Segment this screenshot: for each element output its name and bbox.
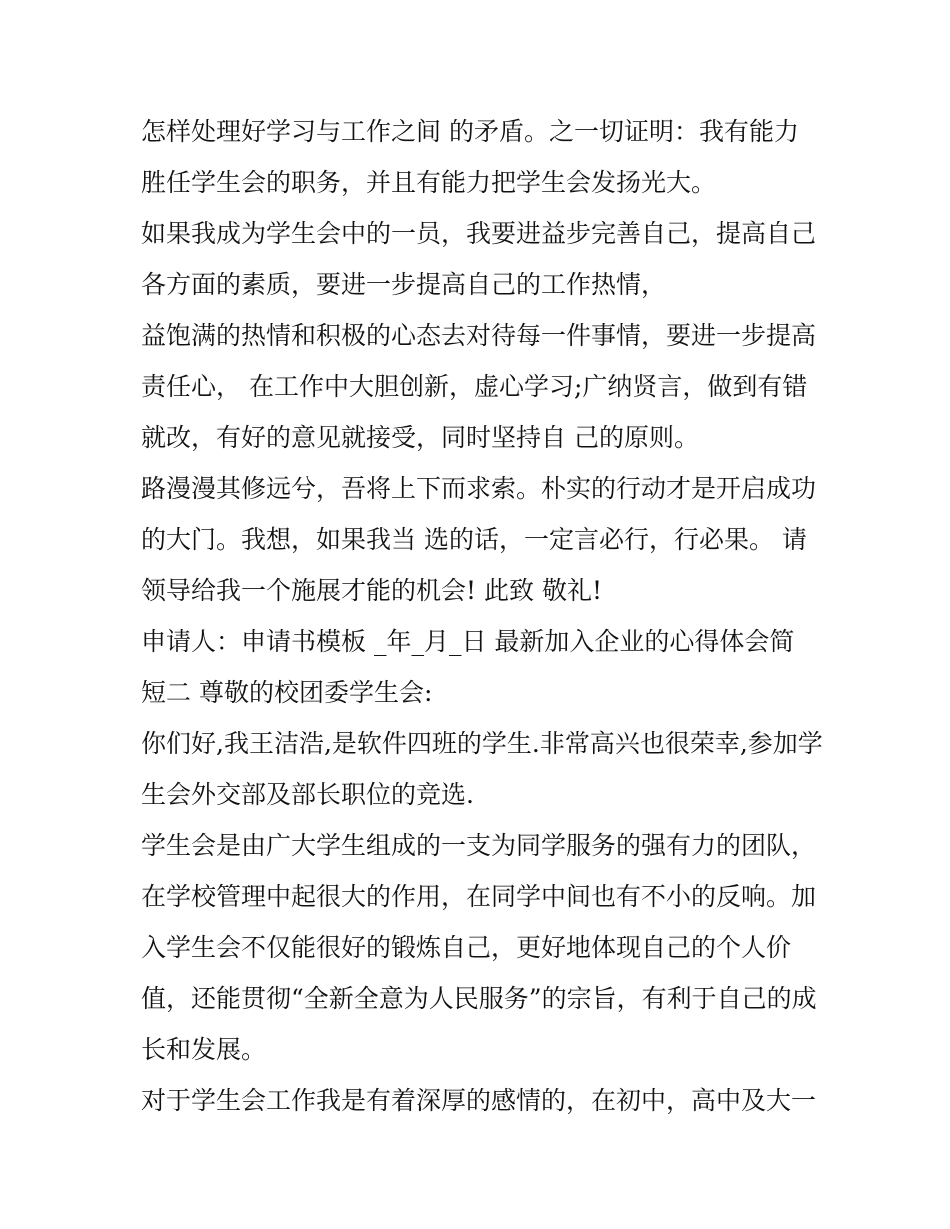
text-line: 入学生会不仅能很好的锻炼自己，更好地体现自己的个人价 bbox=[141, 933, 792, 962]
text-line: 你们好,我王洁浩,是软件四班的学生.非常高兴也很荣幸,参加学 bbox=[141, 729, 823, 758]
text-line: 路漫漫其修远兮，吾将上下而求索。朴实的行动才是开启成功 bbox=[141, 474, 817, 503]
text-line: 对于学生会工作我是有着深厚的感情的，在初中，高中及大一 bbox=[141, 1086, 817, 1115]
text-line: 如果我成为学生会中的一员，我要进益步完善自己，提高自己 bbox=[141, 219, 817, 248]
text-line: 胜任学生会的职务，并且有能力把学生会发扬光大。 bbox=[141, 168, 717, 197]
text-line: 益饱满的热情和积极的心态去对待每一件事情，要进一步提高 bbox=[141, 321, 817, 350]
text-line: 的大门。我想，如果我当 选的话，一定言必行，行必果。 请 bbox=[141, 525, 807, 554]
text-line: 责任心， 在工作中大胆创新，虚心学习;广纳贤言，做到有错 bbox=[141, 372, 808, 401]
text-line: 申请人：申请书模板 _年_月_日 最新加入企业的心得体会简 bbox=[141, 627, 795, 656]
text-line: 领导给我一个施展才能的机会! 此致 敬礼! bbox=[141, 576, 602, 605]
text-line: 就改，有好的意见就接受，同时坚持自 己的原则。 bbox=[141, 423, 699, 452]
text-line: 长和发展。 bbox=[141, 1035, 267, 1064]
text-line: 短二 尊敬的校团委学生会: bbox=[141, 678, 433, 707]
text-line: 生会外交部及部长职位的竞选. bbox=[141, 780, 474, 809]
text-line: 学生会是由广大学生组成的一支为同学服务的强有力的团队， bbox=[141, 831, 817, 860]
text-line: 怎样处理好学习与工作之间 的矛盾。之一切证明：我有能力 bbox=[141, 117, 799, 146]
text-line: 值，还能贯彻“全新全意为人民服务”的宗旨，有利于自己的成 bbox=[141, 984, 817, 1013]
text-line: 在学校管理中起很大的作用，在同学中间也有不小的反响。加 bbox=[141, 882, 817, 911]
document-body bbox=[141, 106, 821, 1126]
text-line: 各方面的素质，要进一步提高自己的工作热情， bbox=[141, 270, 667, 299]
